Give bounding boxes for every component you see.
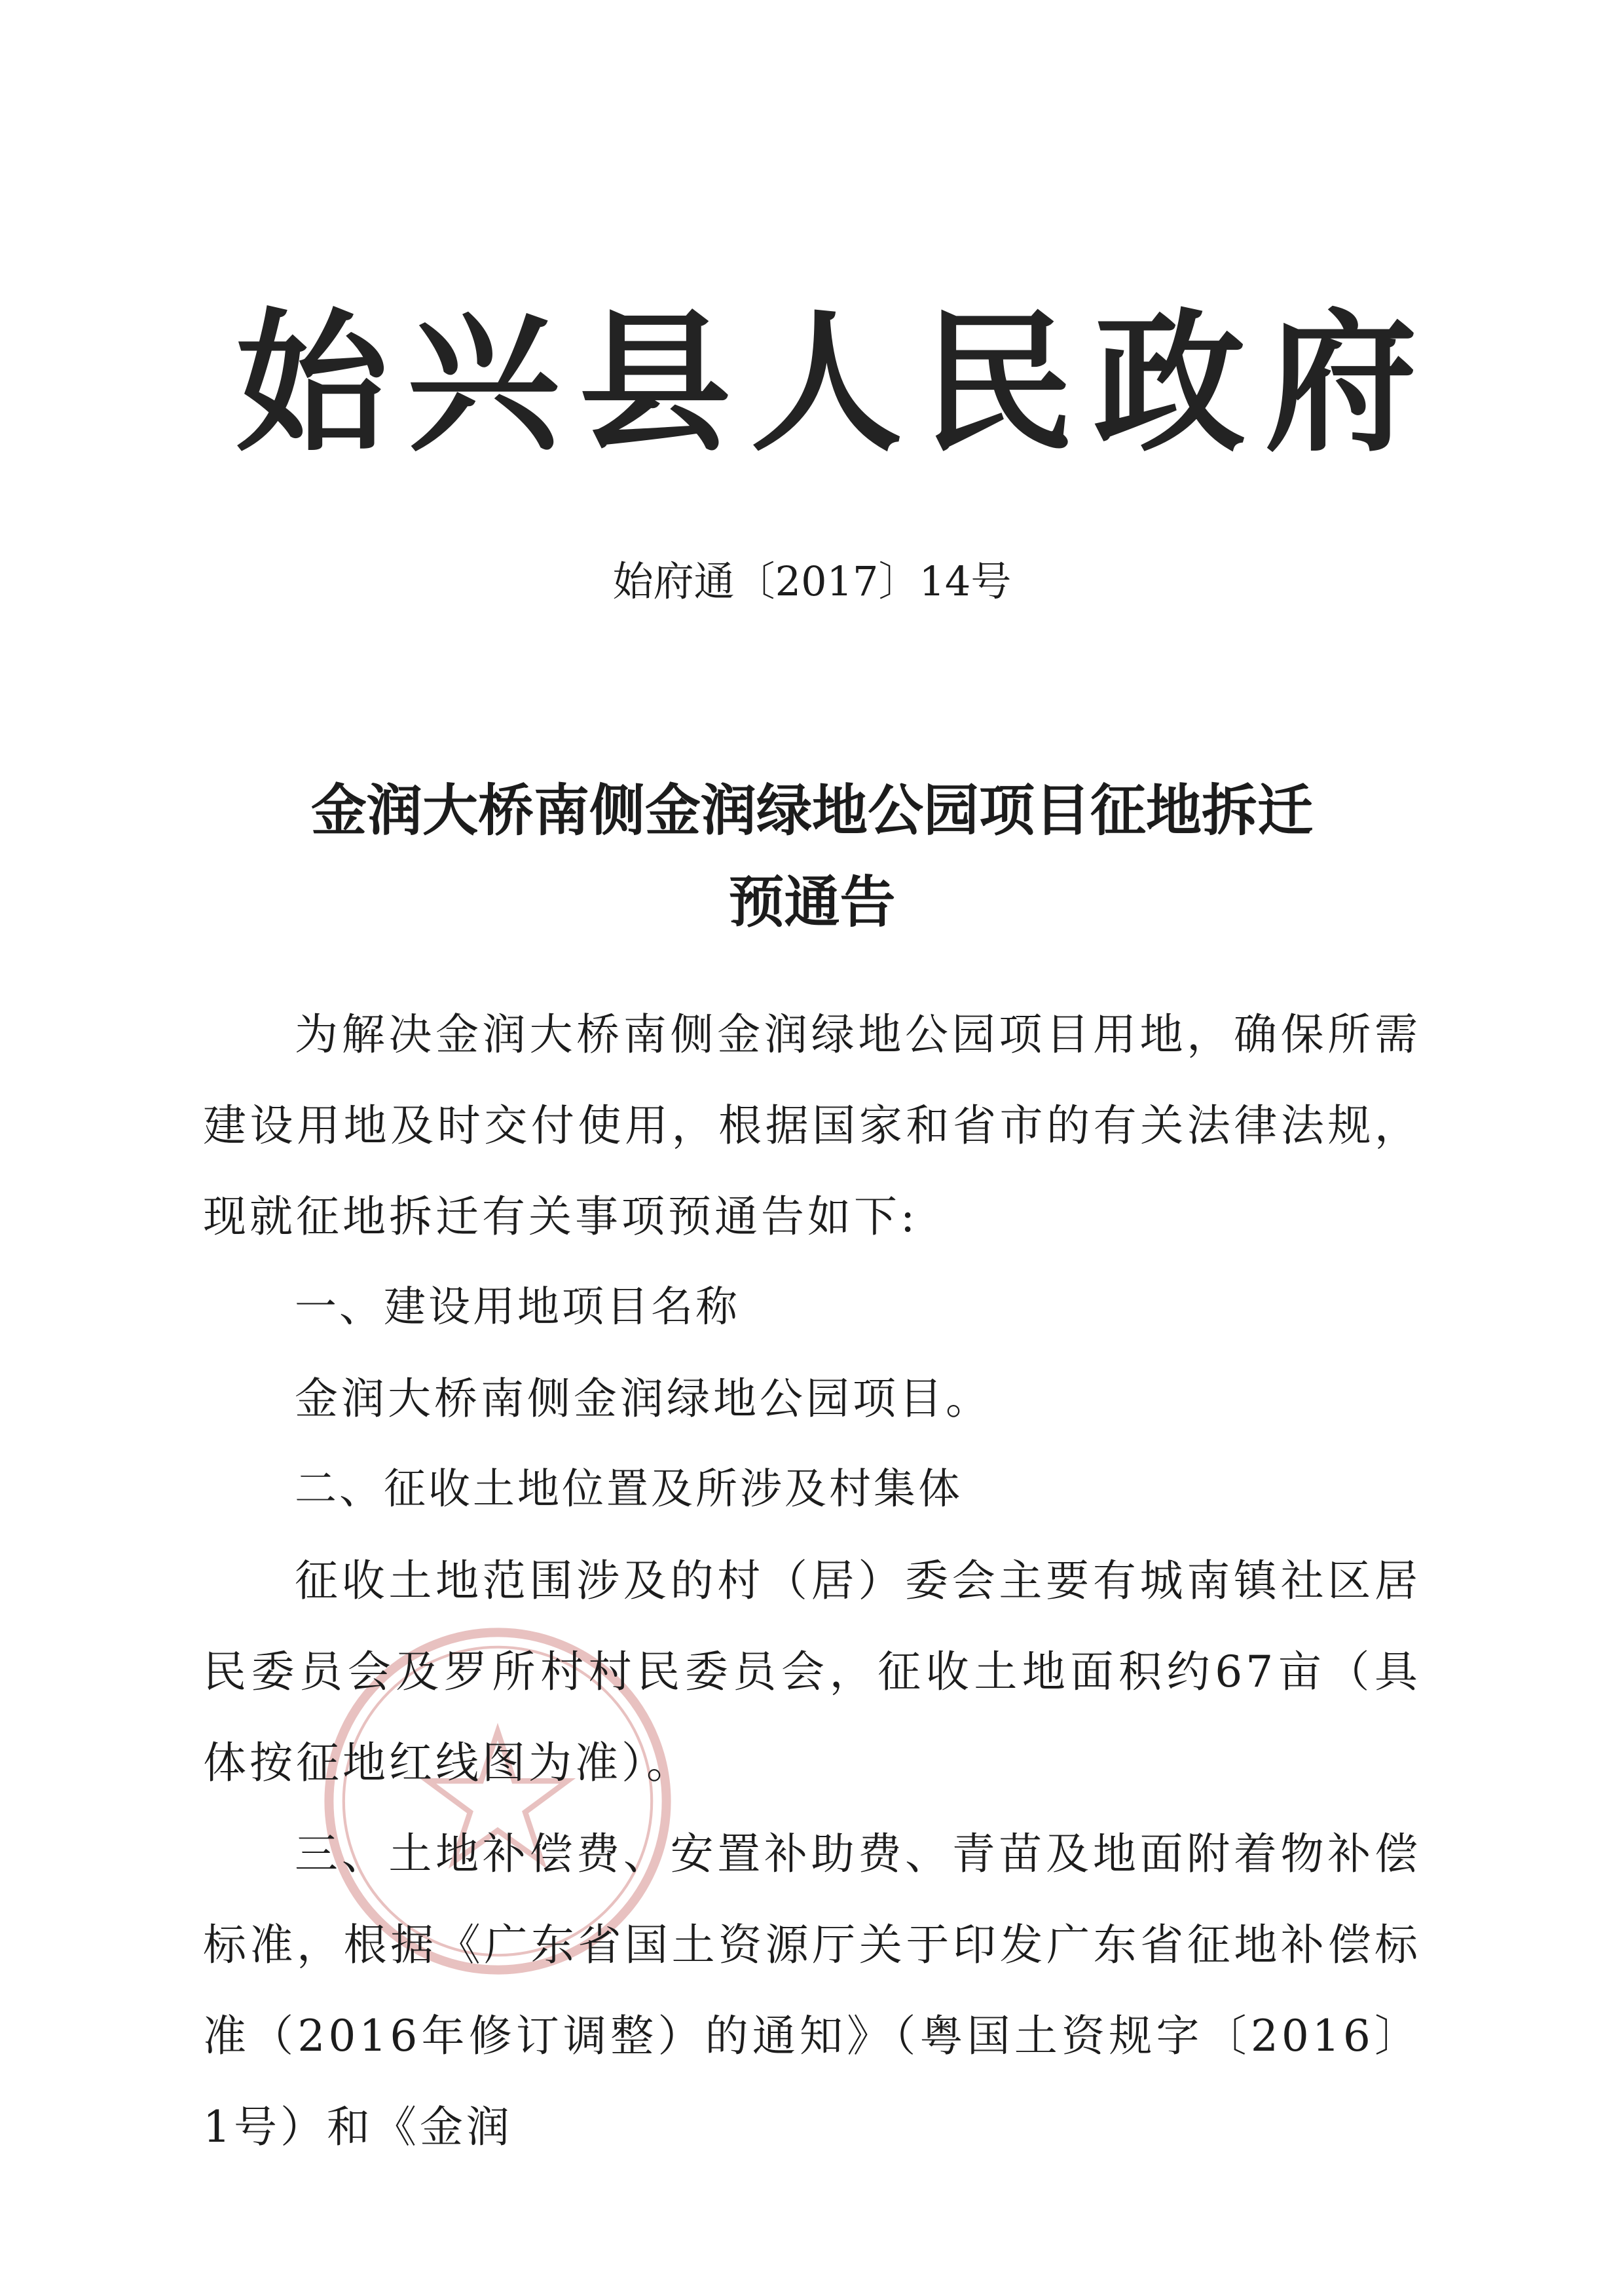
heading-line-1: 金润大桥南侧金润绿地公园项目征地拆迁: [310, 778, 1313, 844]
document-number: 始府通〔2017〕14号: [612, 557, 1012, 605]
section-3-text: 三、土地补偿费、安置补助费、青苗及地面附着物补偿标准，根据《广东省国土资源厅关于印发广东省征地补偿标准（2016年修订调整）的通知》（粤国土资规字〔2016〕1号）和《金润: [203, 1829, 1421, 2152]
heading-line-2: 预通告: [728, 870, 896, 935]
document-body: [203, 989, 1421, 2173]
intro-paragraph: 为解决金润大桥南侧金润绿地公园项目用地，确保所需建设用地及时交付使用，根据国家和省市的有关法律法规，现就征地拆迁有关事项预通告如下:: [203, 1009, 1421, 1242]
section-1-title: 一、建设用地项目名称: [295, 1283, 740, 1332]
section-1-text: 金润大桥南侧金润绿地公园项目。: [295, 1373, 992, 1424]
document-heading: [131, 765, 1493, 948]
section-2-text: 征收土地范围涉及的村（居）委会主要有城南镇社区居民委员会及罗所村村民委员会，征收土地面积约67亩（具体按征地红线图为准）。: [203, 1556, 1421, 1788]
issuing-authority-title: 始兴县人民政府: [236, 293, 1437, 472]
section-2-title: 二、征收土地位置及所涉及村集体: [295, 1465, 963, 1514]
